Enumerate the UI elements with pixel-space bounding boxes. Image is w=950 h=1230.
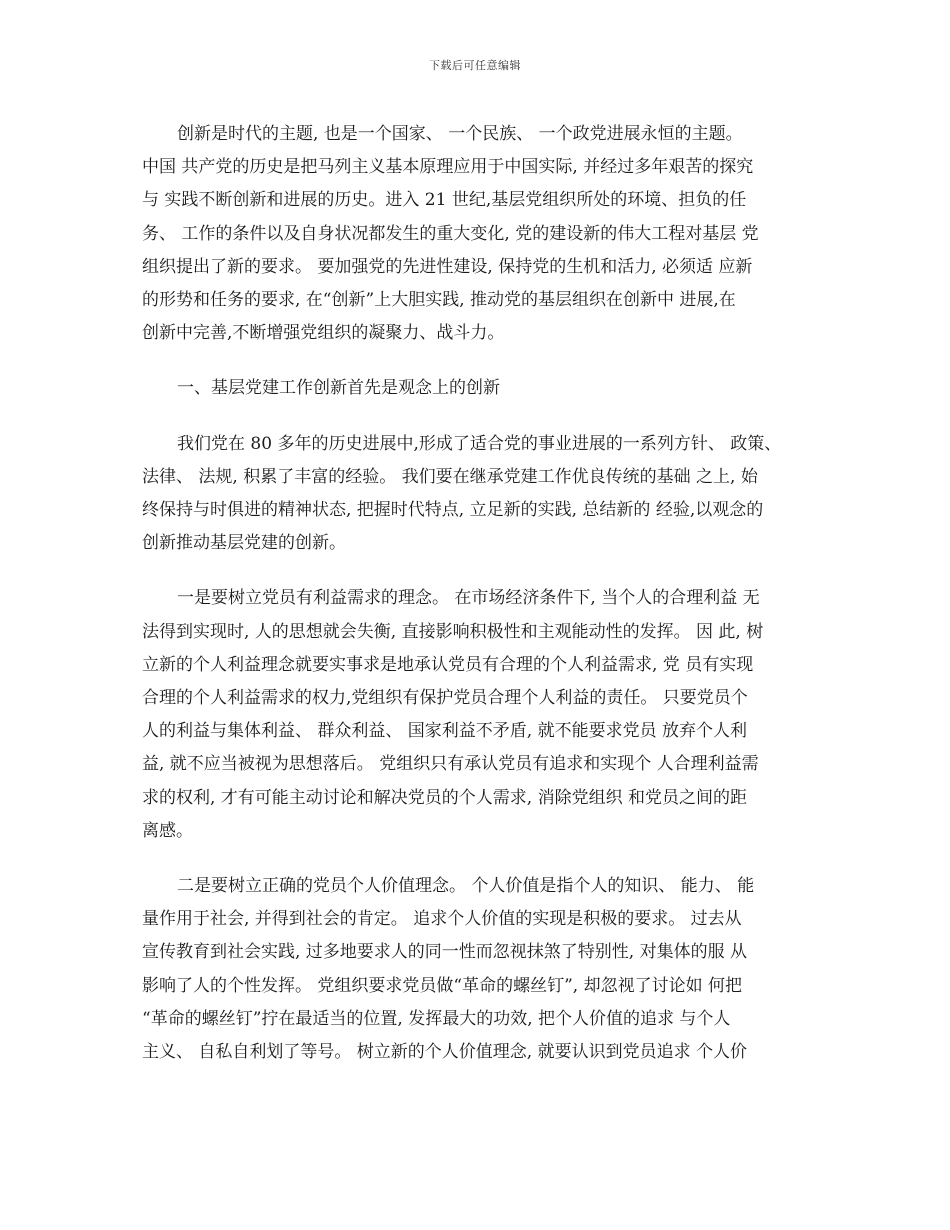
text-line: 合理的个人利益需求的权力,党组织有保护党员合理个人利益的责任。 只要党员个 bbox=[142, 688, 748, 709]
text-line: 离感。 bbox=[142, 820, 193, 841]
text-line: 法得到实现时, 人的思想就会失衡, 直接影响积极性和主观能动性的发挥。 因 此, 树 bbox=[142, 621, 764, 642]
document-body bbox=[142, 118, 822, 1069]
text-line: 宣传教育到社会实践, 过多地要求人的同一性而忽视抹煞了特别性, 对集体的服 从 bbox=[142, 942, 748, 963]
paragraph-spacer bbox=[142, 560, 822, 582]
text-line: 二是要树立正确的党员个人价值理念。 个人价值是指个人的知识、 能力、 能 bbox=[177, 876, 755, 897]
paragraph-interest bbox=[142, 582, 822, 848]
text-line: 量作用于社会, 并得到社会的肯定。 追求个人价值的实现是积极的要求。 过去从 bbox=[142, 909, 742, 930]
text-line: 创新是时代的主题, 也是一个国家、 一个民族、 一个政党进展永恒的主题。 bbox=[177, 124, 743, 144]
text-line: 影响了人的个性发挥。 党组织要求党员做“革命的螺丝钉”, 却忽视了讨论如 何把 bbox=[142, 975, 742, 996]
text-line: 与 实践不断创新和进展的历史。进入 21 世纪,基层党组织所处的环境、担负的任 bbox=[142, 190, 747, 211]
text-line: 务、 工作的条件以及自身状况都发生的重大变化, 党的建设新的伟大工程对基层 党 bbox=[142, 223, 759, 244]
text-line: 求的权利, 才有可能主动讨论和解决党员的个人需求, 消除党组织 和党员之间的距 bbox=[142, 787, 748, 808]
paragraph-value bbox=[142, 870, 822, 1069]
text-line: 我们党在 80 多年的历史进展中,形成了适合党的事业进展的一系列方针、 政策、 bbox=[177, 433, 782, 454]
text-line: “革命的螺丝钉”拧在最适当的位置, 发挥最大的功效, 把个人价值的追求 与个人 bbox=[142, 1008, 731, 1029]
page-header-note: 下载后可任意编辑 bbox=[429, 59, 521, 72]
paragraph-spacer bbox=[142, 406, 822, 428]
paragraph-experience bbox=[142, 428, 822, 561]
text-line: 的形势和任务的要求, 在“创新”上大胆实践, 推动党的基层组织在创新中 进展,在 bbox=[142, 290, 736, 311]
paragraph-spacer bbox=[142, 848, 822, 870]
paragraph-intro bbox=[142, 118, 822, 350]
text-line: 创新推动基层党建的创新。 bbox=[142, 533, 346, 554]
text-line: 组织提出了新的要求。 要加强党的先进性建设, 保持党的生机和活力, 必须适 应新 bbox=[142, 256, 753, 277]
text-line: 创新中完善,不断增强党组织的凝聚力、战斗力。 bbox=[142, 323, 505, 344]
text-line: 法律、 法规, 积累了丰富的经验。 我们要在继承党建工作优良传统的基础 之上, 始 bbox=[142, 466, 758, 487]
heading-text: 一、基层党建工作创新首先是观念上的创新 bbox=[177, 378, 500, 399]
text-line: 立新的个人利益理念就要实事求是地承认党员有合理的个人利益需求, 党 员有实现 bbox=[142, 654, 754, 675]
paragraph-spacer bbox=[142, 350, 822, 372]
text-line: 主义、 自私自利划了等号。 树立新的个人价值理念, 就要认识到党员追求 个人价 bbox=[142, 1042, 748, 1063]
section-heading bbox=[142, 372, 822, 405]
text-line: 中国 共产党的历史是把马列主义基本原理应用于中国实际, 并经过多年艰苦的探究 bbox=[142, 157, 754, 178]
text-line: 益, 就不应当被视为思想落后。 党组织只有承认党员有追求和实现个 人合理利益需 bbox=[142, 754, 759, 775]
text-line: 终保持与时俱进的精神状态, 把握时代特点, 立足新的实践, 总结新的 经验,以观念的 bbox=[142, 500, 764, 521]
text-line: 一是要树立党员有利益需求的理念。 在市场经济条件下, 当个人的合理利益 无 bbox=[177, 588, 760, 609]
text-line: 人的利益与集体利益、 群众利益、 国家利益不矛盾, 就不能要求党员 放弃个人利 bbox=[142, 721, 748, 742]
